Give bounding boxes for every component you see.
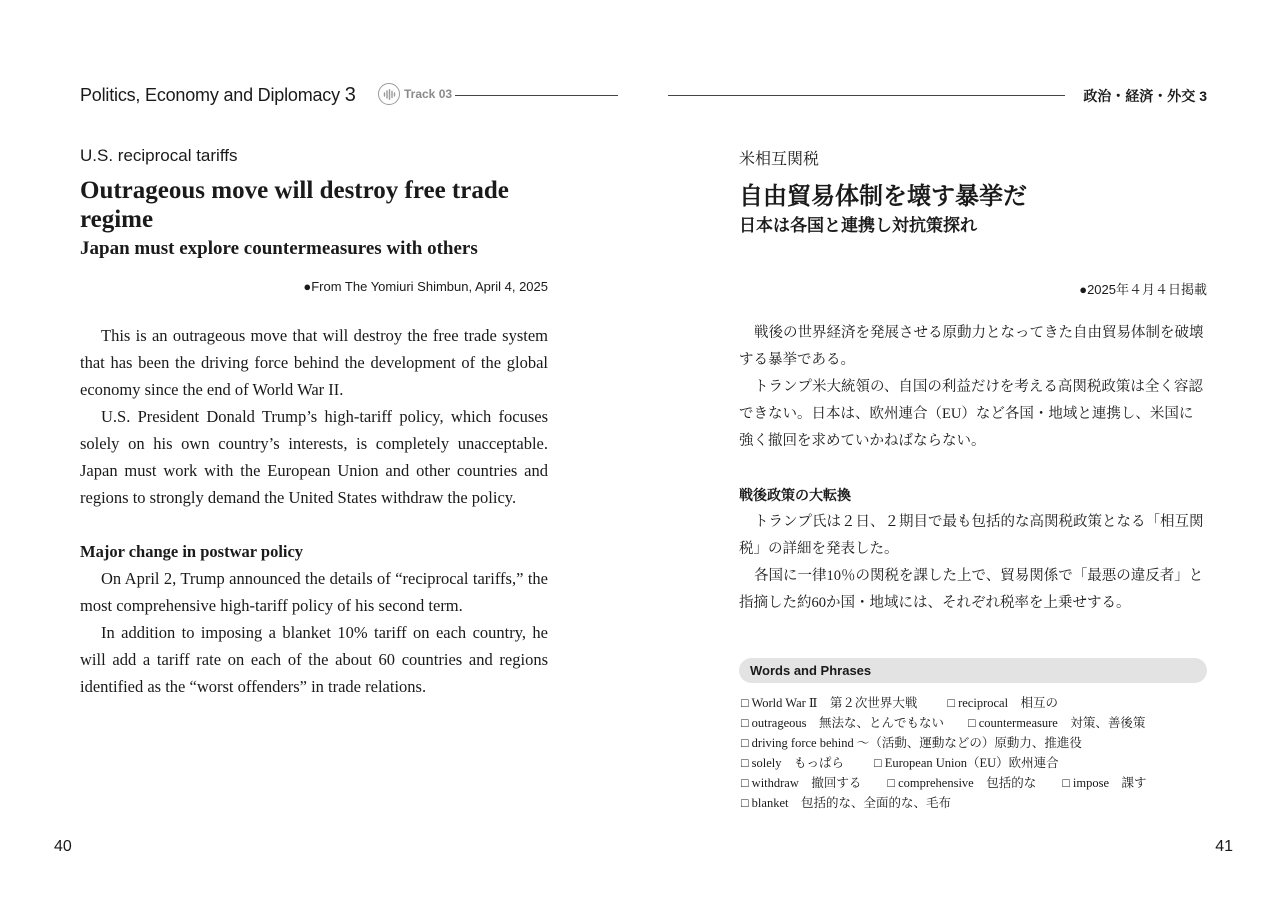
vocab-item: □ comprehensive 包括的な bbox=[887, 776, 1037, 790]
vocab-item: □ solely もっぱら bbox=[741, 756, 845, 770]
vocab-item: □ driving force behind ～（活動、運動などの）原動力、推進役 bbox=[741, 736, 1082, 750]
vocab-item: □ countermeasure 対策、善後策 bbox=[968, 716, 1146, 730]
article-body-jp bbox=[739, 320, 1207, 617]
vocab-item: □ blanket 包括的な、全面的な、毛布 bbox=[741, 796, 951, 810]
page-number-right: 41 bbox=[1215, 838, 1233, 855]
vocab-row bbox=[741, 693, 1211, 711]
paragraph: 戦後の世界経済を発展させる原動力となってきた自由貿易体制を破壊する暴挙である。 bbox=[739, 325, 1204, 368]
page-number-left: 40 bbox=[54, 838, 72, 855]
article-source-jp: ●2025年４月４日掲載 bbox=[1079, 282, 1207, 297]
vocab-item: □ European Union（EU）欧州連合 bbox=[874, 756, 1059, 770]
vocab-item: □ World War Ⅱ 第２次世界大戦 bbox=[741, 696, 918, 710]
article-subheadline: Japan must explore countermeasures with others bbox=[80, 238, 478, 259]
paragraph: On April 2, Trump announced the details of “reciprocal tariffs,” the most comprehensive high-tariff policy of his second term. bbox=[80, 569, 548, 615]
vocab-item: □ impose 課す bbox=[1062, 776, 1147, 790]
paragraph: U.S. President Donald Trump’s high-tariff policy, which focuses solely on his own country’s interests, is completely unacceptable. Japan must work with the European Union and other countries and regions to strongly demand the United States withdraw the policy. bbox=[80, 407, 548, 507]
paragraph: トランプ米大統領の、自国の利益だけを考える高関税政策は全く容認できない。日本は、欧州連合（EU）など各国・地域と連携し、米国に強く撤回を求めていかねばならない。 bbox=[739, 379, 1203, 449]
vocab-row bbox=[741, 733, 1211, 751]
section-heading: Major change in postwar policy bbox=[80, 542, 304, 561]
paragraph: トランプ氏は２日、２期目で最も包括的な高関税政策となる「相互関税」の詳細を発表した。 bbox=[739, 514, 1204, 557]
vocab-row bbox=[741, 713, 1211, 731]
article-kicker-jp: 米相互関税 bbox=[739, 151, 820, 168]
vocab-row bbox=[741, 753, 1211, 771]
audio-wave-icon bbox=[378, 83, 400, 105]
running-header-right bbox=[1083, 86, 1207, 106]
section-title: Politics, Economy and Diplomacy bbox=[80, 85, 340, 105]
section-heading-jp: 戦後政策の大転換 bbox=[739, 487, 851, 503]
running-header-left bbox=[80, 84, 356, 107]
article-body-en bbox=[80, 322, 548, 700]
paragraph: This is an outrageous move that will destroy the free trade system that has been the driving force behind the development of the global economy since the end of World War II. bbox=[80, 326, 548, 399]
vocab-row bbox=[741, 793, 1211, 811]
article-subheadline-jp: 日本は各国と連携し対抗策探れ bbox=[739, 216, 977, 235]
article-headline-jp: 自由貿易体制を壊す暴挙だ bbox=[739, 184, 1027, 210]
article-source: ●From The Yomiuri Shimbun, April 4, 2025 bbox=[303, 279, 548, 294]
header-rule-right bbox=[668, 95, 1065, 96]
vocab-item: □ reciprocal 相互の bbox=[947, 696, 1059, 710]
section-number-jp: 3 bbox=[1199, 88, 1207, 104]
section-title-jp: 政治・経済・外交 bbox=[1083, 88, 1196, 104]
section-number: 3 bbox=[344, 84, 356, 106]
vocab-row bbox=[741, 773, 1211, 791]
words-phrases-title: Words and Phrases bbox=[750, 663, 872, 678]
paragraph: In addition to imposing a blanket 10% tariff on each country, he will add a tariff rate on each of the about 60 countries and regions identified as the “worst offenders” in trade relations. bbox=[80, 623, 548, 696]
track-label: Track 03 bbox=[404, 87, 453, 101]
paragraph: 各国に一律10％の関税を課した上で、貿易関係で「最悪の違反者」と指摘した約60か国・地域には、それぞれ税率を上乗せする。 bbox=[739, 568, 1204, 611]
vocab-item: □ withdraw 撤回する bbox=[741, 776, 862, 790]
audio-track[interactable] bbox=[378, 83, 452, 105]
header-rule-left bbox=[455, 95, 618, 96]
article-headline: Outrageous move will destroy free trade regime bbox=[80, 177, 509, 233]
vocab-item: □ outrageous 無法な、とんでもない bbox=[741, 716, 945, 730]
article-kicker: U.S. reciprocal tariffs bbox=[80, 146, 238, 165]
